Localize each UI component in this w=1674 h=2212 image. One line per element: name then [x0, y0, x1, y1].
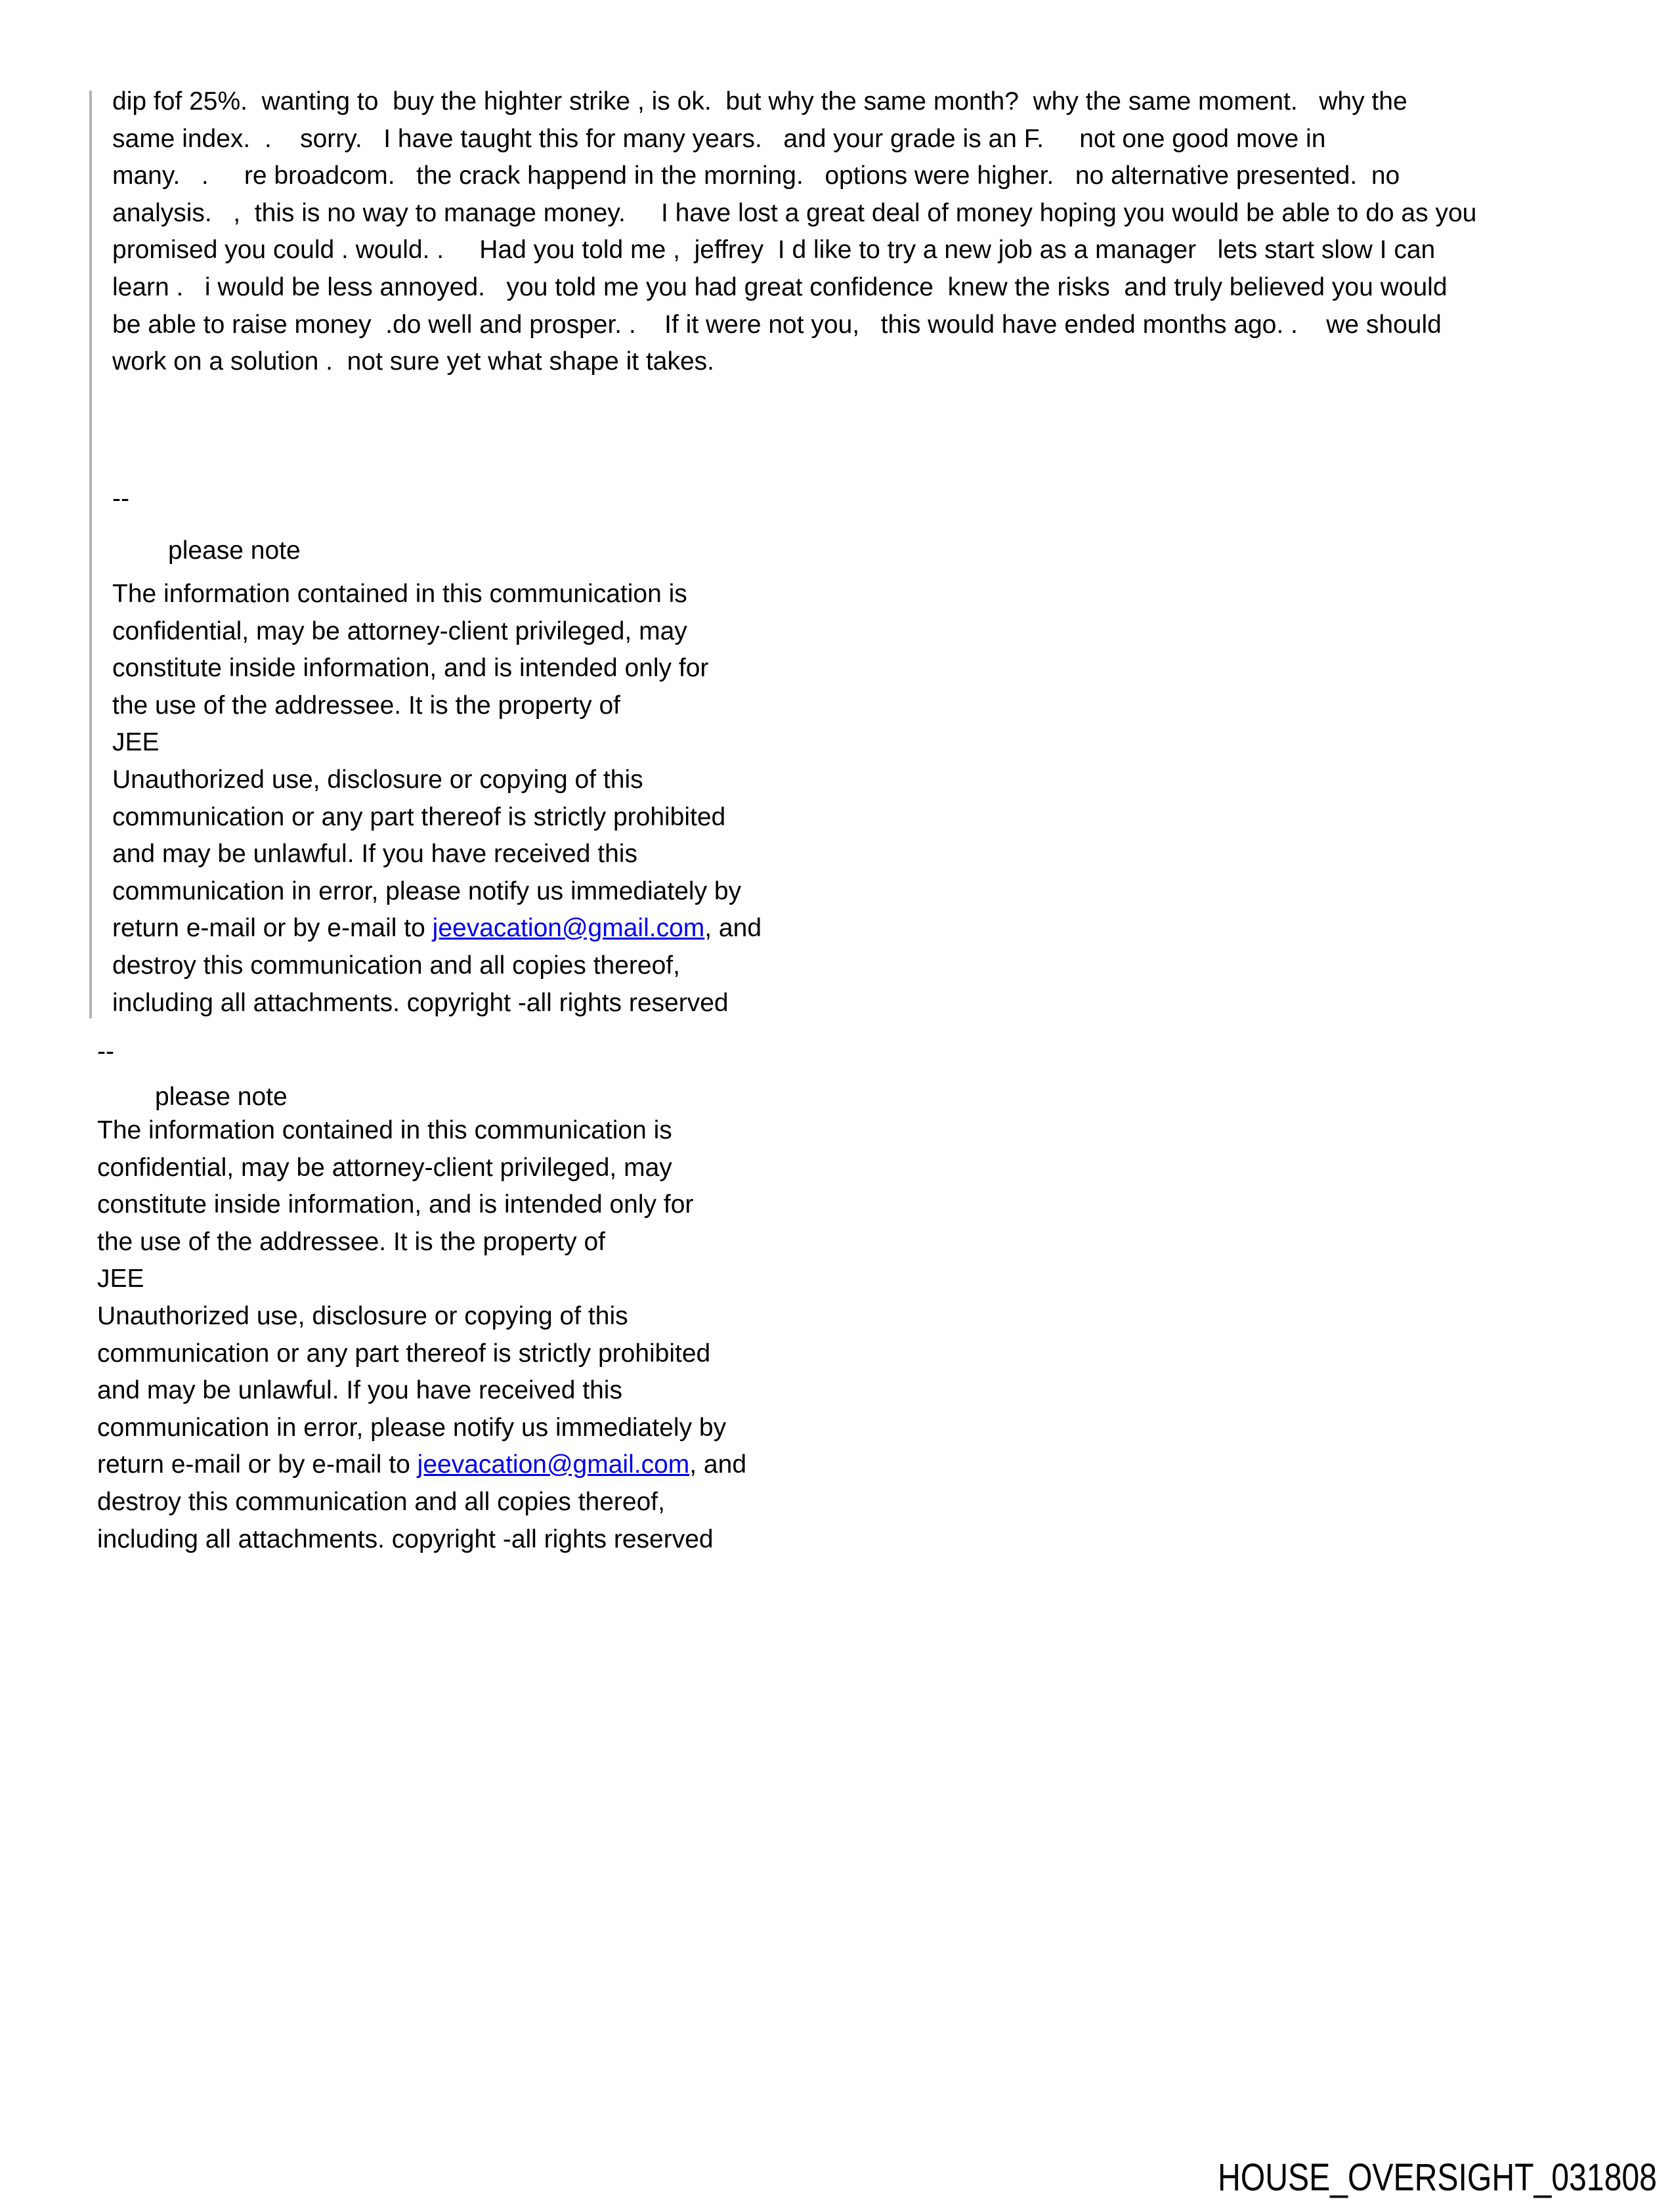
disclaimer-link-line: [112, 910, 762, 947]
please-note-label: please note: [155, 1083, 288, 1111]
disclaimer-line-text: , and: [689, 1450, 747, 1479]
disclaimer-line-text: , and: [704, 914, 762, 943]
disclaimer-link-line: [97, 1446, 746, 1484]
disclaimer-line: destroy this communication and all copies thereof,: [97, 1487, 665, 1516]
message-line: analysis. , this is no way to manage money. I have lost a great deal of money hoping you would be able to do as you: [112, 198, 1477, 227]
disclaimer-line: constitute inside information, and is intended only for: [97, 1190, 694, 1219]
disclaimer-line-text: return e-mail or by e-mail to: [97, 1450, 418, 1479]
signature-separator: --: [112, 485, 129, 513]
disclaimer-block: [112, 576, 762, 1022]
message-line: learn . i would be less annoyed. you told me you had great confidence knew the risks and truly believed you would: [112, 272, 1448, 301]
message-line: dip fof 25%. wanting to buy the highter strike , is ok. but why the same month? why the same moment. why the: [112, 87, 1407, 116]
signature-separator: --: [97, 1037, 114, 1066]
disclaimer-line: JEE: [112, 728, 160, 757]
disclaimer-line: and may be unlawful. If you have received this: [112, 840, 637, 869]
disclaimer-line-text: return e-mail or by e-mail to: [112, 914, 433, 943]
disclaimer-line: including all attachments. copyright -all rights reserved: [112, 988, 729, 1017]
disclaimer-line: and may be unlawful. If you have received this: [97, 1376, 622, 1405]
disclaimer-block: [97, 1112, 746, 1558]
bates-stamp: HOUSE_OVERSIGHT_031808: [1218, 2156, 1657, 2199]
disclaimer-line: communication in error, please notify us immediately by: [112, 877, 742, 905]
disclaimer-line: destroy this communication and all copies thereof,: [112, 951, 680, 980]
message-line: same index. . sorry. I have taught this for many years. and your grade is an F. not one good move in: [112, 124, 1326, 153]
disclaimer-line: the use of the addressee. It is the property of: [97, 1227, 605, 1256]
disclaimer-line: the use of the addressee. It is the property of: [112, 691, 620, 720]
disclaimer-line: The information contained in this communication is: [112, 580, 687, 608]
message-line: many. . re broadcom. the crack happend in the morning. options were higher. no alternative presented. no: [112, 162, 1400, 190]
disclaimer-line: constitute inside information, and is intended only for: [112, 654, 709, 683]
message-line: work on a solution . not sure yet what shape it takes.: [112, 347, 714, 376]
message-line: be able to raise money .do well and prosper. . If it were not you, this would have ended months ago. . we should: [112, 310, 1442, 339]
disclaimer-line: communication or any part thereof is strictly prohibited: [112, 802, 726, 831]
disclaimer-line: communication or any part thereof is strictly prohibited: [97, 1339, 711, 1368]
quoted-message: [112, 83, 1476, 381]
disclaimer-line: including all attachments. copyright -all rights reserved: [97, 1525, 714, 1553]
disclaimer-line: confidential, may be attorney-client privileged, may: [97, 1153, 672, 1182]
disclaimer-line: communication in error, please notify us immediately by: [97, 1413, 727, 1442]
disclaimer-line: JEE: [97, 1265, 144, 1293]
disclaimer-line: confidential, may be attorney-client privileged, may: [112, 617, 687, 645]
disclaimer-line: Unauthorized use, disclosure or copying of this: [97, 1301, 628, 1330]
disclaimer-line: Unauthorized use, disclosure or copying of this: [112, 765, 643, 794]
message-line: promised you could . would. . Had you told me , jeffrey I d like to try a new job as a manager lets start slow I can: [112, 236, 1436, 265]
disclaimer-email-link[interactable]: jeevacation@gmail.com: [432, 914, 705, 943]
disclaimer-line: The information contained in this communication is: [97, 1116, 672, 1144]
disclaimer-email-link[interactable]: jeevacation@gmail.com: [417, 1450, 690, 1479]
quote-bar: [89, 91, 92, 1018]
please-note-label: please note: [168, 536, 301, 565]
